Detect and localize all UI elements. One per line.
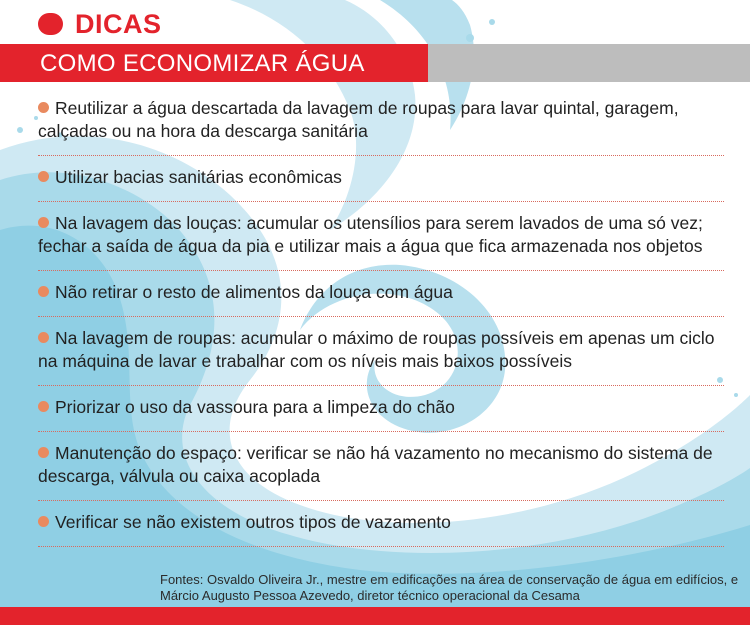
- list-item: [38, 511, 724, 547]
- list-item: [38, 212, 724, 271]
- list-item: [38, 97, 724, 156]
- tip-text: Não retirar o resto de alimentos da louça com água: [55, 282, 453, 302]
- list-item: [38, 166, 724, 202]
- list-item: [38, 327, 724, 386]
- tip-text: Priorizar o uso da vassoura para a limpeza do chão: [55, 397, 455, 417]
- tips-list: [38, 97, 724, 557]
- bullet-icon: [38, 516, 49, 527]
- bullet-icon: [38, 286, 49, 297]
- red-dot-icon: [38, 13, 63, 35]
- section-label: [38, 6, 162, 42]
- bullet-icon: [38, 401, 49, 412]
- tip-text: Utilizar bacias sanitárias econômicas: [55, 167, 342, 187]
- bullet-icon: [38, 447, 49, 458]
- page-title: COMO ECONOMIZAR ÁGUA: [40, 50, 365, 77]
- source-credits: Fontes: Osvaldo Oliveira Jr., mestre em edificações na área de conservação de água em edifícios, e Márcio Augusto Pessoa Azevedo, diretor técnico operacional da Cesama: [160, 572, 739, 603]
- list-item: [38, 396, 724, 432]
- tip-text: Verificar se não existem outros tipos de vazamento: [55, 512, 451, 532]
- tip-text: Na lavagem das louças: acumular os utensílios para serem lavados de uma só vez; fechar a saída de água da pia e utilizar mais a água que fica armazenada nos objetos: [38, 213, 703, 256]
- tip-text: Reutilizar a água descartada da lavagem de roupas para lavar quintal, garagem, calçadas ou na hora da descarga sanitária: [38, 98, 679, 141]
- bullet-icon: [38, 102, 49, 113]
- bullet-icon: [38, 332, 49, 343]
- bottom-bar: [0, 607, 750, 625]
- bullet-icon: [38, 217, 49, 228]
- section-label-text: DICAS: [75, 8, 162, 39]
- tip-text: Na lavagem de roupas: acumular o máximo de roupas possíveis em apenas um ciclo na máquina de lavar e trabalhar com os níveis mais baixos possíveis: [38, 328, 715, 371]
- list-item: [38, 281, 724, 317]
- bullet-icon: [38, 171, 49, 182]
- list-item: [38, 442, 724, 501]
- tip-text: Manutenção do espaço: verificar se não há vazamento no mecanismo do sistema de descarga, válvula ou caixa acoplada: [38, 443, 713, 486]
- title-banner: [0, 44, 750, 82]
